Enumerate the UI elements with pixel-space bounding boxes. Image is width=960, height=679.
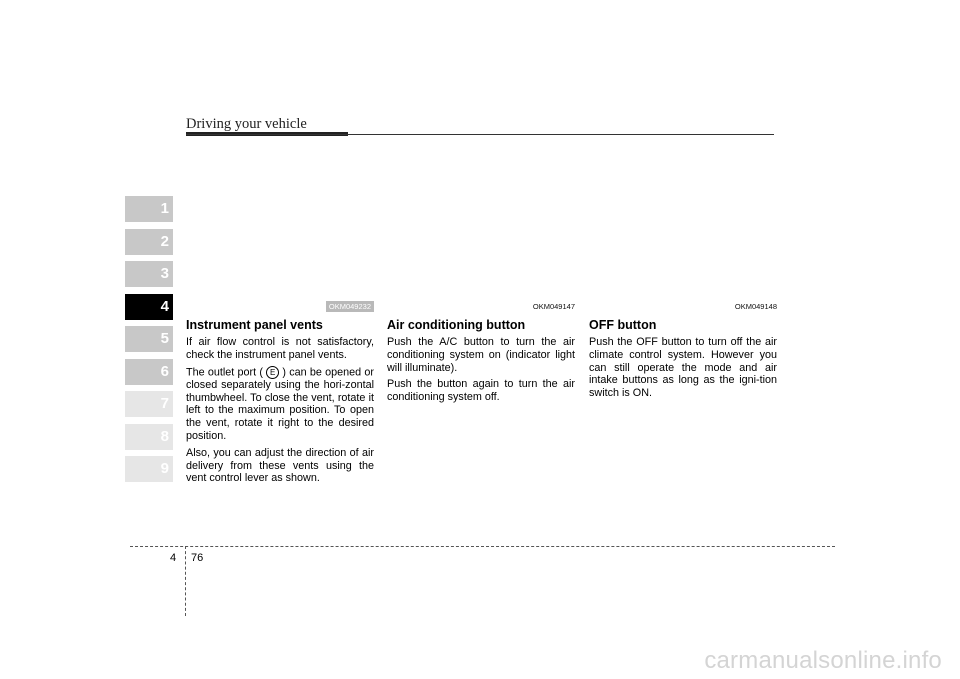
- image-code: OKM049147: [532, 302, 575, 311]
- chapter-tab-2[interactable]: 2: [125, 229, 173, 255]
- chapter-tab-7[interactable]: 7: [125, 391, 173, 417]
- section-off-button: [589, 301, 777, 404]
- chapter-tab-8[interactable]: 8: [125, 424, 173, 450]
- image-code: OKM049148: [734, 302, 777, 311]
- section-instrument-panel-vents: [186, 301, 374, 489]
- paragraph: Push the button again to turn the air conditioning system off.: [387, 378, 575, 404]
- paragraph: Also, you can adjust the direction of air delivery from these vents using the vent control lever as shown.: [186, 446, 374, 485]
- section-air-conditioning-button: [387, 301, 575, 408]
- chapter-tab-9[interactable]: 9: [125, 456, 173, 482]
- section-heading: Air conditioning button: [387, 318, 526, 332]
- section-heading: OFF button: [589, 318, 657, 332]
- chapter-tab-1[interactable]: 1: [125, 196, 173, 222]
- paragraph: The outlet port ( E ) can be opened or closed separately using the hori-zontal thumbwheel. To close the vent, rotate it left to the maximum position. To open the vent, rotate it right to the desired position.: [186, 365, 375, 442]
- footer-rule: [130, 546, 835, 547]
- header-rule: [186, 134, 774, 135]
- paragraph: If air flow control is not satisfactory, check the instrument panel vents.: [186, 336, 374, 361]
- chapter-tabs: [125, 196, 173, 489]
- marker-e-icon: E: [266, 366, 279, 379]
- watermark: carmanualsonline.info: [704, 647, 942, 674]
- paragraph: Push the OFF button to turn off the air climate control system. However you can still operate the mode and air intake buttons as long as the igni-tion switch is ON.: [589, 336, 777, 400]
- page-header-title: Driving your vehicle: [186, 116, 307, 132]
- section-heading: Instrument panel vents: [186, 318, 323, 332]
- chapter-tab-5[interactable]: 5: [125, 326, 173, 352]
- image-code: OKM049232: [186, 301, 374, 313]
- chapter-tab-6[interactable]: 6: [125, 359, 173, 385]
- footer-page-number: 76: [191, 552, 204, 564]
- chapter-tab-3[interactable]: 3: [125, 261, 173, 287]
- footer-chapter-number: 4: [170, 552, 177, 564]
- footer-divider: [185, 546, 186, 616]
- chapter-tab-4[interactable]: 4: [125, 294, 173, 320]
- paragraph: Push the A/C button to turn the air conditioning system on (indicator light will illuminate).: [387, 336, 575, 374]
